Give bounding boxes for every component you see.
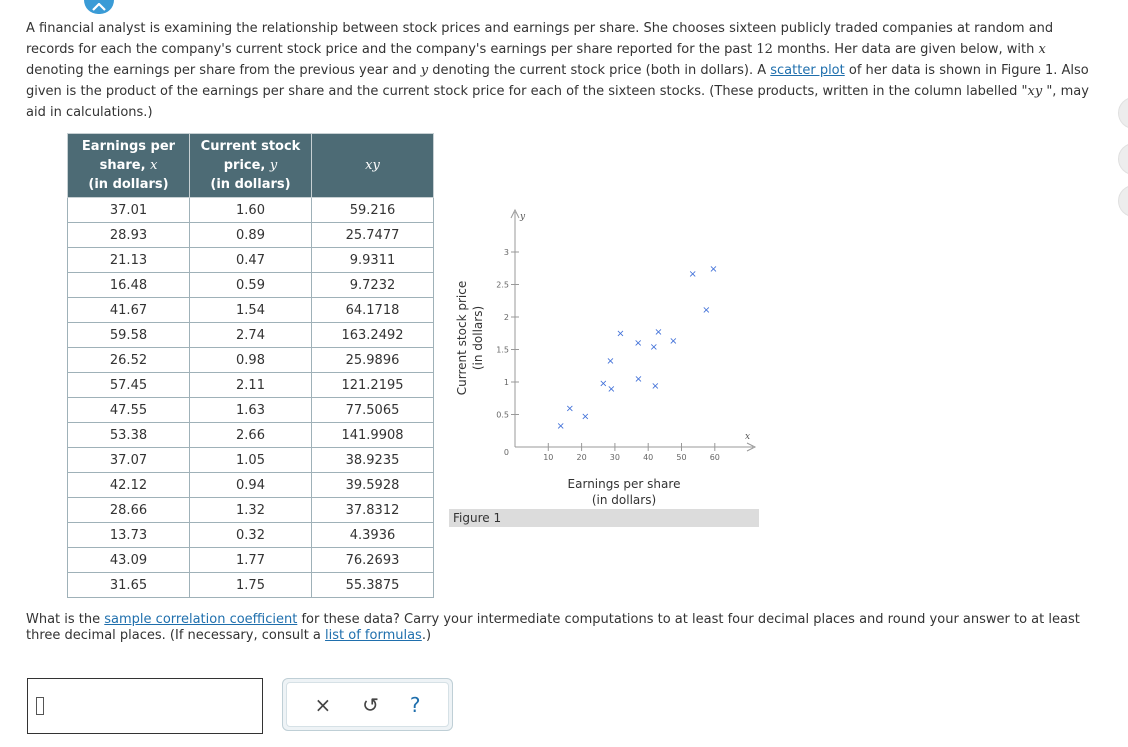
- x-tick-label: 10: [543, 453, 554, 462]
- price-cell: 1.77: [190, 548, 312, 573]
- product-cell: 59.216: [312, 198, 434, 223]
- price-cell: 2.66: [190, 423, 312, 448]
- price-cell: 1.05: [190, 448, 312, 473]
- price-cell: 2.11: [190, 373, 312, 398]
- header-price: Current stock price, y (in dollars): [190, 134, 312, 198]
- data-point: ×: [607, 384, 616, 396]
- data-point: ×: [606, 356, 615, 368]
- clear-button[interactable]: ×: [314, 692, 332, 717]
- earnings-cell: 42.12: [68, 473, 190, 498]
- price-cell: 0.32: [190, 523, 312, 548]
- data-point: ×: [688, 269, 697, 281]
- formulas-link[interactable]: list of formulas: [325, 628, 422, 643]
- input-cursor: [36, 697, 44, 715]
- table-row: [68, 448, 434, 473]
- table-row: [68, 223, 434, 248]
- scatter-plot: [448, 200, 768, 512]
- help-button[interactable]: ?: [409, 692, 421, 717]
- table-row: [68, 573, 434, 598]
- product-cell: 9.9311: [312, 248, 434, 273]
- side-tab-1[interactable]: [1118, 97, 1128, 129]
- price-cell: 0.59: [190, 273, 312, 298]
- table-row: [68, 198, 434, 223]
- figure-label: Figure 1: [449, 509, 759, 527]
- earnings-cell: 43.09: [68, 548, 190, 573]
- header-xy: xy: [312, 134, 434, 198]
- product-cell: 76.2693: [312, 548, 434, 573]
- earnings-cell: 53.38: [68, 423, 190, 448]
- data-point: ×: [616, 328, 625, 340]
- undo-button[interactable]: ↺: [362, 692, 379, 717]
- data-point: ×: [556, 421, 565, 433]
- origin-label: 0: [503, 448, 509, 457]
- scatter-plot-link[interactable]: scatter plot: [770, 63, 845, 78]
- x-axis-subtitle: (in dollars): [591, 493, 657, 507]
- data-point: ×: [581, 411, 590, 423]
- x-axis-variable: x: [745, 432, 751, 442]
- table-row: [68, 548, 434, 573]
- earnings-cell: 13.73: [68, 523, 190, 548]
- collapse-chevron-button[interactable]: [84, 0, 114, 14]
- table-row: [68, 473, 434, 498]
- y-axis-subtitle: (in dollars): [471, 305, 485, 371]
- question-text: What is the sample correlation coefficient for these data? Carry your intermediate computations to at least four decimal places and round your answer to at least three decimal places. (If necessary, consult a list of formulas.): [26, 612, 1080, 643]
- table-row: [68, 348, 434, 373]
- product-cell: 121.2195: [312, 373, 434, 398]
- price-cell: 1.54: [190, 298, 312, 323]
- table-row: [68, 498, 434, 523]
- x-tick-label: 40: [643, 453, 654, 462]
- y-tick-label: 1: [503, 378, 509, 387]
- earnings-cell: 28.93: [68, 223, 190, 248]
- table-row: [68, 373, 434, 398]
- x-axis-title: Earnings per share: [567, 477, 681, 491]
- side-tab-3[interactable]: [1118, 185, 1128, 217]
- price-cell: 0.94: [190, 473, 312, 498]
- product-cell: 37.8312: [312, 498, 434, 523]
- price-cell: 0.98: [190, 348, 312, 373]
- table-row: [68, 298, 434, 323]
- header-earnings: Earnings per share, x (in dollars): [68, 134, 190, 198]
- correlation-coefficient-link[interactable]: sample correlation coefficient: [104, 612, 298, 627]
- price-cell: 0.47: [190, 248, 312, 273]
- price-cell: 1.32: [190, 498, 312, 523]
- price-cell: 0.89: [190, 223, 312, 248]
- earnings-cell: 37.01: [68, 198, 190, 223]
- y-axis-variable: y: [520, 212, 526, 222]
- chevron-up-icon: [92, 3, 106, 11]
- earnings-cell: 37.07: [68, 448, 190, 473]
- product-cell: 141.9908: [312, 423, 434, 448]
- data-point: ×: [709, 263, 718, 275]
- data-point: ×: [565, 403, 575, 415]
- price-cell: 1.63: [190, 398, 312, 423]
- earnings-cell: 26.52: [68, 348, 190, 373]
- data-point: ×: [654, 326, 663, 338]
- answer-tools: [282, 678, 453, 731]
- product-cell: 77.5065: [312, 398, 434, 423]
- data-point: ×: [649, 341, 658, 353]
- price-cell: 2.74: [190, 323, 312, 348]
- data-point: ×: [702, 304, 711, 316]
- table-row: [68, 523, 434, 548]
- earnings-cell: 57.45: [68, 373, 190, 398]
- answer-input[interactable]: [27, 678, 263, 734]
- y-tick-label: 3: [503, 248, 509, 257]
- product-cell: 38.9235: [312, 448, 434, 473]
- price-cell: 1.75: [190, 573, 312, 598]
- product-cell: 163.2492: [312, 323, 434, 348]
- product-cell: 39.5928: [312, 473, 434, 498]
- table-row: [68, 398, 434, 423]
- product-cell: 55.3875: [312, 573, 434, 598]
- product-cell: 64.1718: [312, 298, 434, 323]
- side-tab-2[interactable]: [1118, 143, 1128, 175]
- y-tick-label: 2: [503, 313, 509, 322]
- earnings-cell: 28.66: [68, 498, 190, 523]
- x-tick-label: 20: [576, 453, 587, 462]
- y-tick-label: 0.5: [496, 410, 509, 420]
- earnings-cell: 59.58: [68, 323, 190, 348]
- x-tick-label: 60: [709, 453, 720, 462]
- product-cell: 9.7232: [312, 273, 434, 298]
- price-cell: 1.60: [190, 198, 312, 223]
- earnings-cell: 21.13: [68, 248, 190, 273]
- y-axis-title: Current stock price: [455, 280, 469, 396]
- data-point: ×: [634, 338, 643, 349]
- product-cell: 4.3936: [312, 523, 434, 548]
- data-point: ×: [651, 380, 660, 392]
- y-tick-label: 2.5: [496, 280, 509, 290]
- table-row: [68, 273, 434, 298]
- data-point: ×: [669, 336, 678, 348]
- earnings-cell: 16.48: [68, 273, 190, 298]
- earnings-cell: 31.65: [68, 573, 190, 598]
- product-cell: 25.7477: [312, 223, 434, 248]
- table-row: [68, 423, 434, 448]
- earnings-cell: 47.55: [68, 398, 190, 423]
- table-row: [68, 323, 434, 348]
- earnings-cell: 41.67: [68, 298, 190, 323]
- table-row: [68, 248, 434, 273]
- data-point: ×: [599, 378, 608, 390]
- data-point: ×: [634, 373, 643, 385]
- product-cell: 25.9896: [312, 348, 434, 373]
- x-tick-label: 30: [609, 453, 620, 462]
- problem-statement: A financial analyst is examining the relationship between stock prices and earnings per share. She chooses sixteen publicly traded companies at random and records for each the company's current stock price and the company's earnings per share reported for the past 12 months. Her data are given below, with x denoting the earnings per share from the previous year and y denoting the current stock price (both in dollars). A scatter plot of her data is shown in Figure 1. Also given is the product of the earnings per share and the current stock price for each of the sixteen stocks. (These products, written in the column labelled "xy ", may aid in calculations.): [26, 21, 1089, 120]
- y-tick-label: 1.5: [496, 345, 509, 355]
- data-table: [67, 133, 434, 598]
- x-tick-label: 50: [676, 453, 687, 462]
